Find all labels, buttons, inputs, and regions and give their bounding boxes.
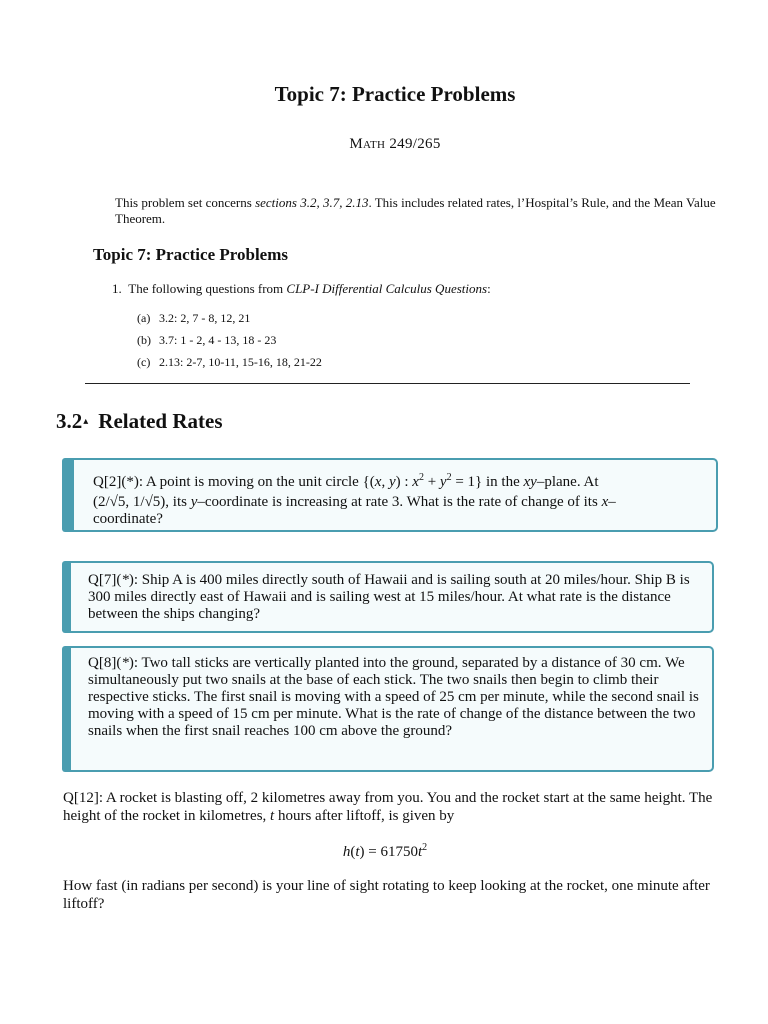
item-post: : [487, 281, 491, 296]
q8-post: ): Two tall sticks are vertically planted into the ground, separated by a distance of 30 cm. We simultaneously put two snails at the base of each stick. The two snails then begin to climb their respective sticks. The first snail is moving with a speed of 25 cm per minute, while the second snail is moving with a speed of 15 cm per minute. What is the rate of change of the distance between the two snails when the first snail reaches 100 cm above the ground? [88, 655, 699, 739]
course-code-text: Math 249/265 [349, 136, 441, 152]
q2-line2-pre: (2/√5, 1/√5), its [93, 494, 191, 510]
subitem-text: 3.2: 2, 7 - 8, 12, 21 [159, 311, 251, 325]
item-pre: The following questions from [128, 281, 287, 296]
question-q12-prompt: How fast (in radians per second) is your line of sight rotating to keep looking at the rocket, one minute after liftoff? [63, 878, 710, 912]
q2-line3: coordinate? [93, 511, 163, 527]
subitem-text: 2.13: 2-7, 10-11, 15-16, 18, 21-22 [159, 355, 322, 369]
question-box-accent [62, 561, 71, 633]
q2-plane-end: –plane. At [536, 474, 599, 490]
question-q2 [93, 469, 708, 528]
q2-id-end: ): A point is moving on the unit circle [133, 474, 363, 490]
question-box-accent [62, 646, 71, 772]
subitem-label: (a) [137, 311, 151, 325]
eq-t2: t [417, 844, 423, 860]
q2-eq-plus: + [423, 474, 440, 490]
q2-line1 [93, 469, 708, 491]
question-q12 [63, 789, 713, 825]
q2-set-mid: ) : [395, 474, 413, 490]
subitem-label: (b) [137, 333, 151, 347]
question-q7 [88, 572, 700, 623]
q12-pre: Q[12]: A rocket is blasting off, 2 kilometres away from you. You and the rocket start at the same height. The height of the rocket in kilometres, [63, 790, 713, 824]
q2-id: Q[2]( [93, 474, 127, 490]
q2-line2-end: – [608, 494, 616, 510]
subitem-text: 3.7: 1 - 2, 4 - 13, 18 - 23 [159, 333, 277, 347]
eq-rest: ) = 61750 [359, 844, 418, 860]
subitem-c [137, 355, 322, 370]
q2-plane-xy: xy [523, 474, 537, 490]
q2-line2-x: x [601, 494, 609, 510]
section-number: 3.2 [56, 409, 83, 433]
question-box-accent [62, 458, 74, 532]
q2-eq-y: y [439, 474, 447, 490]
q2-set-comma: , [381, 474, 389, 490]
q2-line2-y: y [190, 494, 198, 510]
intro-paragraph [115, 195, 735, 227]
subitem-a [137, 311, 250, 326]
q2-eq-sup1: 2 [418, 472, 424, 483]
subitem-b [137, 333, 276, 348]
page-title: Topic 7: Practice Problems [274, 82, 516, 106]
q7-post: ): Ship A is 400 miles directly south of Hawaii and is sailing south at 20 miles/hour. Ship B is 300 miles directly east of Hawaii and is sailing west at 15 miles/hour. At what rate is the distance between the ships changing? [88, 572, 690, 622]
subitem-label: (c) [137, 355, 151, 369]
intro-sections: sections 3.2, 3.7, 2.13 [255, 195, 369, 210]
intro-pre: This problem set concerns [115, 195, 256, 210]
course-code [0, 136, 768, 153]
equation-height [0, 842, 768, 861]
list-item-1 [112, 281, 491, 297]
item-source: CLP-I Differential Calculus Questions [286, 281, 488, 296]
eq-paren-open: ( [350, 844, 356, 860]
q7-star: * [121, 572, 129, 588]
q2-eq-x: x [412, 474, 419, 490]
q8-star: * [121, 655, 129, 671]
q12-t: t [270, 808, 275, 824]
q2-set-y: y [388, 474, 396, 490]
horizontal-rule [85, 383, 690, 384]
triangle-icon: ▴ [83, 416, 89, 427]
q2-set-x: x [374, 474, 382, 490]
eq-h: h [342, 844, 351, 860]
intro-post: . This includes related rates, l’Hospital’s Rule, and the Mean Value Theorem. [115, 195, 716, 226]
subheading: Topic 7: Practice Problems [93, 245, 288, 264]
q2-line2-mid: –coordinate is increasing at rate 3. What is the rate of change of its [197, 494, 602, 510]
q2-in-the: in the [482, 474, 524, 490]
q2-set-pre: {( [362, 474, 375, 490]
question-q8 [88, 655, 702, 740]
q7-pre: Q[7]( [88, 572, 122, 588]
q2-eq-rest: = 1} [451, 474, 483, 490]
q2-line2 [93, 494, 708, 511]
item-number: 1. [112, 281, 122, 296]
eq-t: t [355, 844, 360, 860]
q12-post: hours after liftoff, is given by [274, 808, 455, 824]
section-title: Related Rates [98, 409, 223, 433]
q2-eq-sup2: 2 [446, 472, 452, 483]
q8-pre: Q[8]( [88, 655, 122, 671]
eq-sup: 2 [422, 842, 428, 853]
q2-star: * [126, 474, 134, 490]
section-heading [56, 409, 223, 434]
